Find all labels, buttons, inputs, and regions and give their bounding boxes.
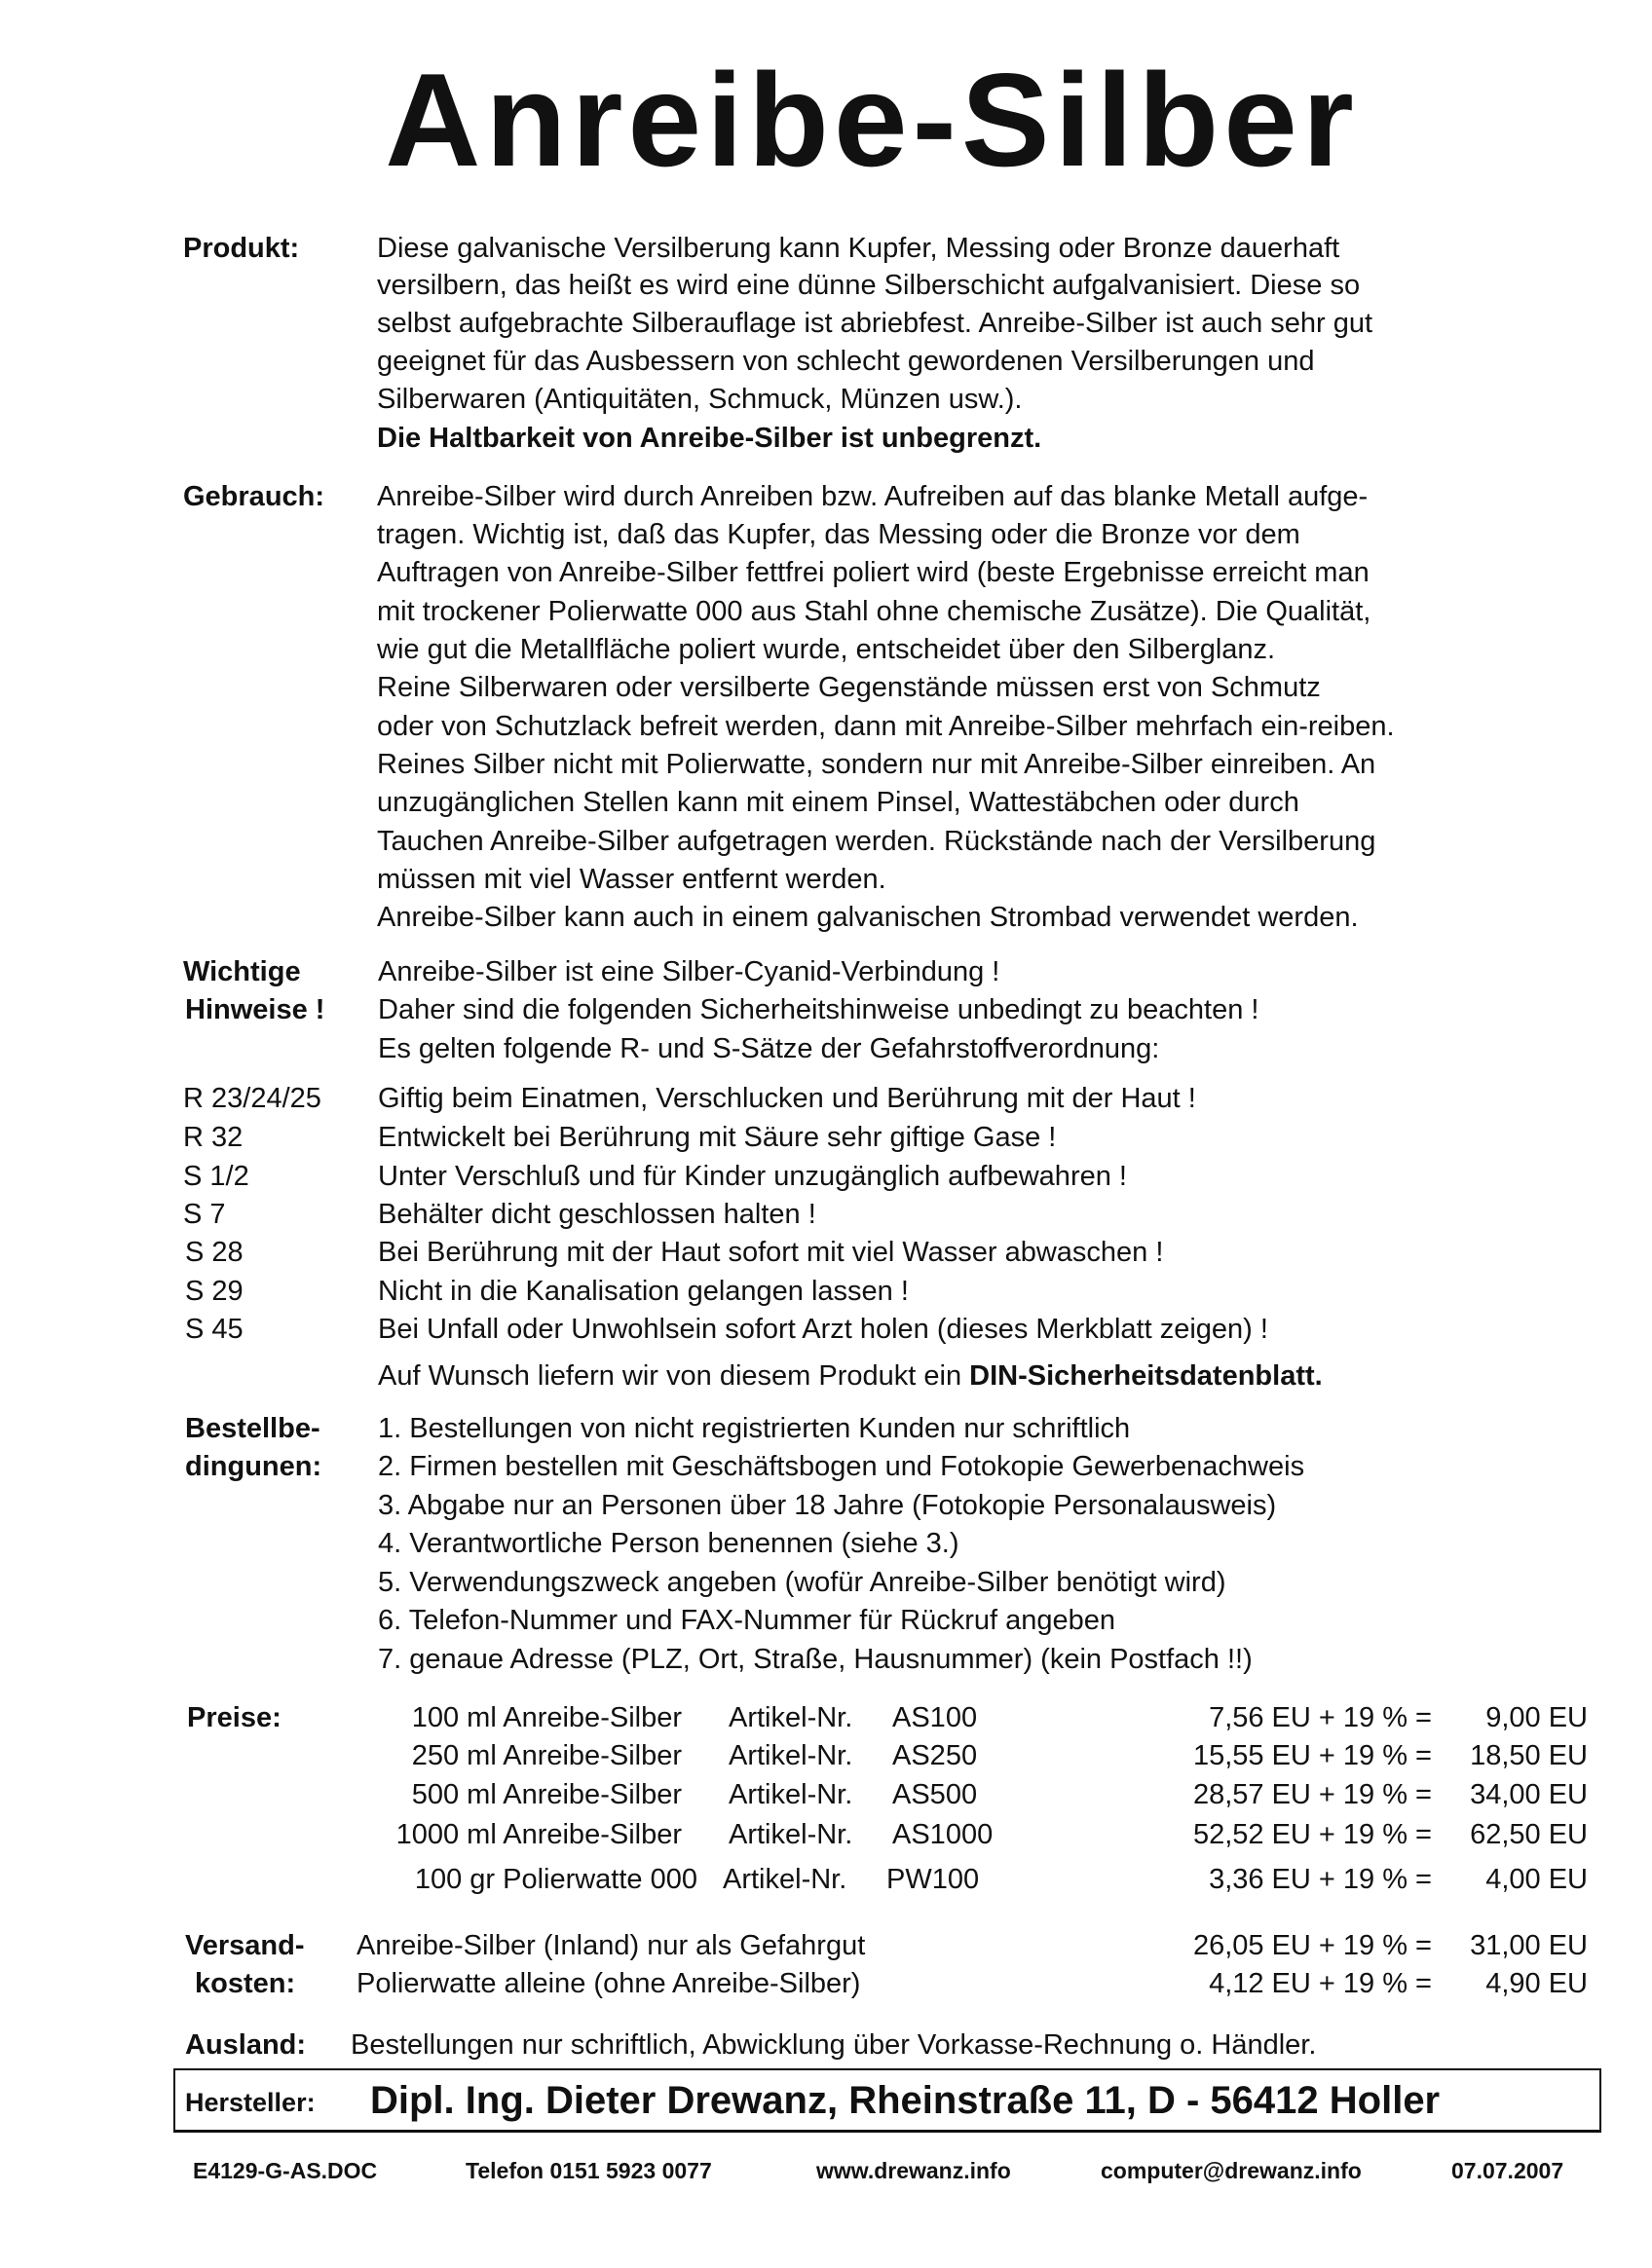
bestell-item: 1. Bestellungen von nicht registrierten Kunden nur schriftlich — [378, 1413, 1131, 1444]
produkt-line: geeignet für das Ausbessern von schlecht gewordenen Versilberungen und — [377, 346, 1315, 377]
footer-website[interactable]: www.drewanz.info — [816, 2158, 1011, 2183]
ausland-label: Ausland: — [185, 2029, 307, 2061]
price-art-nr: AS100 — [892, 1702, 978, 1733]
hersteller-address: Dipl. Ing. Dieter Drewanz, Rheinstraße 11, D - 56412 Holler — [370, 2079, 1441, 2122]
hinweis-line: Anreibe-Silber ist eine Silber-Cyanid-Verbindung ! — [378, 956, 1000, 987]
gebrauch-line: Reines Silber nicht mit Polierwatte, sondern nur mit Anreibe-Silber einreiben. An — [377, 749, 1376, 780]
price-art-label: Artikel-Nr. — [729, 1819, 853, 1850]
gebrauch-label: Gebrauch: — [183, 481, 325, 512]
gebrauch-line: Auftragen von Anreibe-Silber fettfrei poliert wird (beste Ergebnisse erreicht man — [377, 557, 1370, 588]
price-net: 15,55 EU + 19 % = — [1192, 1740, 1432, 1771]
bestell-item: 7. genaue Adresse (PLZ, Ort, Straße, Hausnummer) (kein Postfach !!) — [378, 1644, 1253, 1675]
versand-net: 26,05 EU + 19 % = — [1192, 1930, 1432, 1961]
preise-label: Preise: — [187, 1702, 282, 1733]
satz-code: R 23/24/25 — [183, 1083, 321, 1114]
gebrauch-line: oder von Schutzlack befreit werden, dann mit Anreibe-Silber mehrfach ein-reiben. — [377, 711, 1395, 742]
satz-code: S 1/2 — [183, 1161, 249, 1192]
price-total: 34,00 EU — [1470, 1779, 1588, 1810]
versand-net: 4,12 EU + 19 % = — [1209, 1968, 1432, 1999]
price-total: 62,50 EU — [1470, 1819, 1588, 1850]
footer-doc-id: E4129-G-AS.DOC — [193, 2158, 378, 2183]
gebrauch-line: Tauchen Anreibe-Silber aufgetragen werden. Rückstände nach der Versilberung — [377, 826, 1376, 857]
satz-text: Bei Berührung mit der Haut sofort mit viel Wasser abwaschen ! — [378, 1237, 1164, 1268]
datenblatt-prefix: Auf Wunsch liefern wir von diesem Produkt ein — [378, 1360, 970, 1392]
price-total: 9,00 EU — [1485, 1702, 1588, 1733]
document-title: Anreibe-Silber — [385, 46, 1359, 194]
price-art-label: Artikel-Nr. — [729, 1740, 853, 1771]
hinweis-line: Es gelten folgende R- und S-Sätze der Gefahrstoffverordnung: — [378, 1033, 1160, 1064]
hersteller-box — [173, 2068, 1601, 2133]
gebrauch-line: unzugänglichen Stellen kann mit einem Pinsel, Wattestäbchen oder durch — [377, 787, 1299, 818]
hinweise-label-1: Wichtige — [183, 956, 301, 987]
gebrauch-line: tragen. Wichtig ist, daß das Kupfer, das Messing oder die Bronze vor dem — [377, 519, 1300, 550]
price-product: 1000 ml Anreibe-Silber — [395, 1819, 682, 1850]
satz-text: Giftig beim Einatmen, Verschlucken und Berührung mit der Haut ! — [378, 1083, 1196, 1114]
price-art-nr: AS500 — [892, 1779, 978, 1810]
bestell-label-2: dingunen: — [185, 1451, 322, 1482]
price-total: 4,00 EU — [1485, 1864, 1588, 1895]
produkt-label: Produkt: — [183, 233, 300, 264]
satz-text: Bei Unfall oder Unwohlsein sofort Arzt holen (dieses Merkblatt zeigen) ! — [378, 1314, 1268, 1345]
satz-text: Nicht in die Kanalisation gelangen lassen ! — [378, 1276, 909, 1307]
bestell-item: 6. Telefon-Nummer und FAX-Nummer für Rückruf angeben — [378, 1605, 1116, 1636]
price-art-nr: PW100 — [886, 1864, 980, 1895]
satz-text: Unter Verschluß und für Kinder unzugänglich aufbewahren ! — [378, 1161, 1127, 1192]
gebrauch-line: müssen mit viel Wasser entfernt werden. — [377, 864, 886, 895]
versand-label-2: kosten: — [195, 1968, 296, 1999]
gebrauch-line: Anreibe-Silber wird durch Anreiben bzw. Aufreiben auf das blanke Metall aufge- — [377, 481, 1369, 512]
produkt-line: selbst aufgebrachte Silberauflage ist abriebfest. Anreibe-Silber ist auch sehr gut — [377, 308, 1373, 339]
price-product: 100 ml Anreibe-Silber — [411, 1702, 682, 1733]
price-product: 500 ml Anreibe-Silber — [411, 1779, 682, 1810]
satz-code: S 7 — [183, 1199, 226, 1230]
price-product: 250 ml Anreibe-Silber — [411, 1740, 682, 1771]
satz-code: S 45 — [185, 1314, 244, 1345]
price-art-nr: AS1000 — [892, 1819, 994, 1850]
gebrauch-line: mit trockener Polierwatte 000 aus Stahl ohne chemische Zusätze). Die Qualität, — [377, 596, 1371, 627]
satz-text: Entwickelt bei Berührung mit Säure sehr giftige Gase ! — [378, 1122, 1057, 1153]
price-total: 18,50 EU — [1470, 1740, 1588, 1771]
bestell-item: 4. Verantwortliche Person benennen (siehe 3.) — [378, 1528, 959, 1559]
produkt-line: Silberwaren (Antiquitäten, Schmuck, Münzen usw.). — [377, 384, 1023, 415]
price-art-label: Artikel-Nr. — [729, 1702, 853, 1733]
satz-text: Behälter dicht geschlossen halten ! — [378, 1199, 816, 1230]
bestell-item: 5. Verwendungszweck angeben (wofür Anreibe-Silber benötigt wird) — [378, 1567, 1226, 1598]
price-art-label: Artikel-Nr. — [723, 1864, 847, 1895]
gebrauch-line: Anreibe-Silber kann auch in einem galvanischen Strombad verwendet werden. — [377, 902, 1359, 933]
price-art-label: Artikel-Nr. — [729, 1779, 853, 1810]
versand-text: Anreibe-Silber (Inland) nur als Gefahrgut — [357, 1930, 866, 1961]
satz-code: R 32 — [183, 1122, 244, 1153]
price-art-nr: AS250 — [892, 1740, 978, 1771]
satz-code: S 28 — [185, 1237, 244, 1268]
bestell-item: 2. Firmen bestellen mit Geschäftsbogen und Fotokopie Gewerbenachweis — [378, 1451, 1305, 1482]
price-net: 52,52 EU + 19 % = — [1192, 1819, 1432, 1850]
versand-total: 31,00 EU — [1470, 1930, 1588, 1961]
price-net: 7,56 EU + 19 % = — [1209, 1702, 1432, 1733]
gebrauch-line: Reine Silberwaren oder versilberte Gegenstände müssen erst von Schmutz — [377, 672, 1321, 703]
produkt-line: Diese galvanische Versilberung kann Kupfer, Messing oder Bronze dauerhaft — [377, 233, 1340, 264]
hersteller-label: Hersteller: — [185, 2088, 316, 2117]
footer-email[interactable]: computer@drewanz.info — [1101, 2158, 1362, 2183]
hinweise-label-2: Hinweise ! — [185, 994, 325, 1025]
hinweis-line: Daher sind die folgenden Sicherheitshinweise unbedingt zu beachten ! — [378, 994, 1259, 1025]
datenblatt-note — [378, 1358, 1323, 1394]
bestell-label-1: Bestellbe- — [185, 1413, 320, 1444]
satz-code: S 29 — [185, 1276, 244, 1307]
versand-label-1: Versand- — [185, 1930, 305, 1961]
gebrauch-line: wie gut die Metallfläche poliert wurde, entscheidet über den Silberglanz. — [377, 634, 1276, 665]
versand-total: 4,90 EU — [1485, 1968, 1588, 1999]
versand-text: Polierwatte alleine (ohne Anreibe-Silber) — [357, 1968, 861, 1999]
footer-date: 07.07.2007 — [1451, 2158, 1564, 2183]
produkt-line: versilbern, das heißt es wird eine dünne Silberschicht aufgalvanisiert. Diese so — [377, 270, 1361, 301]
price-product: 100 gr Polierwatte 000 — [414, 1864, 697, 1895]
bestell-item: 3. Abgabe nur an Personen über 18 Jahre (Fotokopie Personalausweis) — [378, 1490, 1277, 1521]
price-net: 3,36 EU + 19 % = — [1209, 1864, 1432, 1895]
haltbarkeit-note: Die Haltbarkeit von Anreibe-Silber ist unbegrenzt. — [377, 423, 1042, 454]
footer-telefon: Telefon 0151 5923 0077 — [466, 2158, 712, 2183]
price-net: 28,57 EU + 19 % = — [1192, 1779, 1432, 1810]
datenblatt-link-text: DIN-Sicherheitsdatenblatt. — [969, 1360, 1323, 1392]
ausland-text: Bestellungen nur schriftlich, Abwicklung über Vorkasse-Rechnung o. Händler. — [351, 2029, 1317, 2061]
